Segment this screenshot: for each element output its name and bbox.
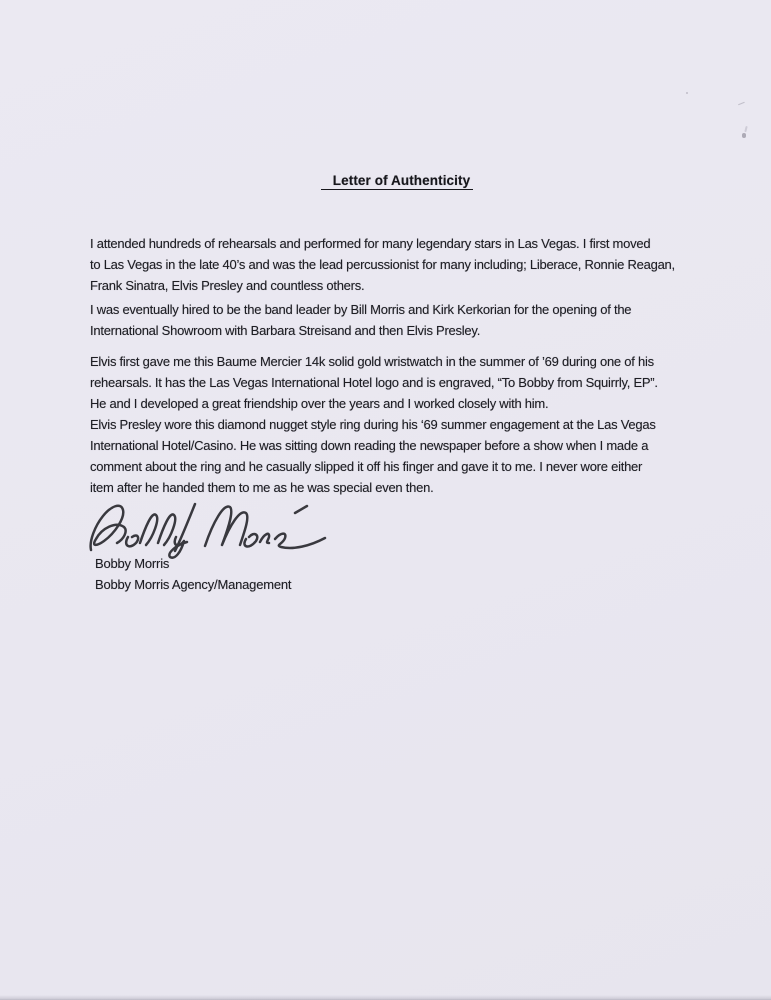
text-line: Frank Sinatra, Elvis Presley and countless others. <box>90 278 365 293</box>
text-line: International Showroom with Barbara Streisand and then Elvis Presley. <box>90 323 481 338</box>
text-line: comment about the ring and he casually slipped it off his finger and gave it to me. I never wore either <box>90 459 643 474</box>
text-line: Bobby Morris <box>95 556 170 571</box>
text-line: Elvis first gave me this Baume Mercier 14k solid gold wristwatch in the summer of ’69 during one of his <box>90 354 654 369</box>
scan-bottom-edge <box>0 995 771 1000</box>
handwritten-signature <box>86 497 328 561</box>
scan-speck <box>744 126 747 132</box>
scan-speck <box>686 92 688 94</box>
letter-title: Letter of Authenticity <box>321 173 473 190</box>
text-line: International Hotel/Casino. He was sitting down reading the newspaper before a show when I made a <box>90 438 649 453</box>
text-line: He and I developed a great friendship over the years and I worked closely with him. <box>90 396 549 411</box>
text-line: I was eventually hired to be the band leader by Bill Morris and Kirk Kerkorian for the opening of the <box>90 302 632 317</box>
title-row <box>90 172 684 190</box>
text-line: rehearsals. It has the Las Vegas International Hotel logo and is engraved, “To Bobby from Squirrly, EP”. <box>90 375 658 390</box>
signer-name <box>95 555 169 572</box>
paragraph-4 <box>90 414 750 498</box>
text-line: item after he handed them to me as he was special even then. <box>90 480 434 495</box>
paragraph-3 <box>90 351 750 414</box>
text-line: I attended hundreds of rehearsals and performed for many legendary stars in Las Vegas. I first moved <box>90 236 651 251</box>
text-line: to Las Vegas in the late 40’s and was the lead percussionist for many including; Liberace, Ronnie Reagan, <box>90 257 675 272</box>
paragraph-1 <box>90 233 750 296</box>
signer-organization <box>95 576 291 593</box>
scan-speck <box>738 102 745 106</box>
text-line: Elvis Presley wore this diamond nugget style ring during his ‘69 summer engagement at the Las Vegas <box>90 417 656 432</box>
scan-speck <box>742 133 746 138</box>
paragraph-2 <box>90 299 750 341</box>
text-line: Bobby Morris Agency/Management <box>95 577 292 592</box>
